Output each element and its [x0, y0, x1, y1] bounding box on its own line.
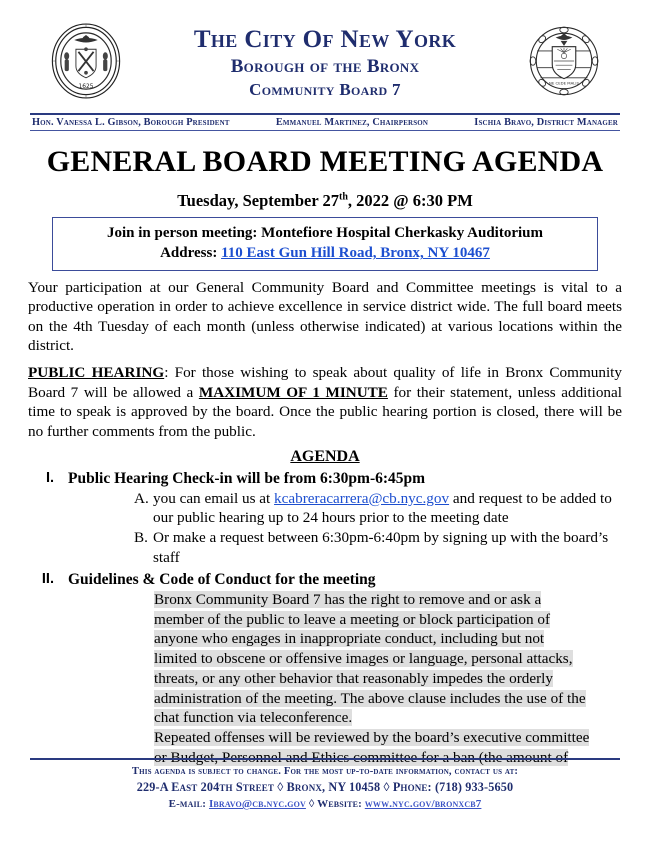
public-hearing-text-part1: : For those wishing to speak about quality of life in Bronx Community Board 7 will be allowed a [28, 363, 622, 401]
footer-address: 229-A East 204th Street ◊ Bronx, NY 10458 ◊ Phone: (718) 933-5650 [136, 780, 514, 795]
officer-chairperson: Emmanuel Martinez, Chairperson [275, 117, 429, 128]
svg-text:NE CEDE MALIS: NE CEDE MALIS [548, 80, 580, 86]
conduct-line [154, 708, 622, 728]
officer-borough-president: Hon. Vanessa L. Gibson, Borough President [32, 117, 230, 128]
meeting-date-prefix: Tuesday, September 27 [177, 191, 340, 210]
conduct-line-text: Repeated offenses will be reviewed by the board’s executive committee [154, 729, 590, 747]
conduct-line [154, 629, 622, 649]
conduct-line-text: limited to obscene or offensive images or language, personal attacks, [154, 650, 573, 668]
letterhead-line-borough: Borough of the Bronx [230, 55, 420, 77]
meeting-datetime [28, 191, 622, 211]
agenda-item-1-sub-b-text: Or make a request between 6:30pm-6:40pm by signing up with the board’s staff [153, 529, 609, 566]
svg-text:1625: 1625 [78, 83, 94, 90]
venue-address-line [59, 243, 591, 263]
footer-rule [30, 758, 620, 760]
conduct-line [154, 590, 622, 610]
footer-email-label: E-mail: [168, 798, 209, 811]
footer-notice: This agenda is subject to change. For the most up-to-date information, contact us at: [131, 766, 519, 778]
agenda-outline [28, 469, 622, 768]
footer-website-link[interactable]: www.nyc.gov/bronxcb7 [364, 798, 482, 811]
venue-address-link[interactable]: 110 East Gun Hill Road, Bronx, NY 10467 [221, 245, 490, 262]
conduct-line-text: chat function via teleconference. [154, 709, 353, 727]
agenda-item-1-title: Public Hearing Check-in will be from 6:30pm-6:45pm [68, 469, 426, 487]
conduct-line [154, 610, 622, 630]
agenda-item-1-sub-b [28, 528, 622, 568]
agenda-item-1-sub-a-text [153, 489, 622, 529]
letterhead-line-board: Community Board 7 [249, 79, 401, 99]
document-body [0, 145, 650, 768]
meeting-date-suffix: , 2022 @ 6:30 PM [347, 191, 473, 210]
venue-address-label: Address: [160, 245, 222, 262]
officers-bar [32, 117, 618, 128]
officer-district-manager: Ischia Bravo, District Manager [474, 117, 618, 128]
footer-email-link[interactable]: Ibravo@cb.nyc.gov [208, 798, 306, 811]
conduct-line-text: threats, or any other behavior that reasonably impedes the orderly [154, 669, 553, 687]
agenda-heading: AGENDA [290, 448, 360, 466]
intro-paragraph: Your participation at our General Community Board and Committee meetings is vital to a productive operation in order to achieve excellence in service district wide. The full board meets on the 4th Tuesday of each month (unless otherwise indicated) at various locations within the district. [28, 278, 622, 355]
letterhead [0, 0, 650, 112]
public-hearing-paragraph [28, 363, 622, 441]
conduct-line [154, 649, 622, 669]
public-hearing-heading: PUBLIC HEARING [28, 363, 165, 381]
letterhead-line-city: The City Of New York [193, 26, 457, 54]
footer-separator: ◊ [305, 798, 318, 811]
conduct-line [154, 669, 622, 689]
conduct-line [154, 728, 622, 748]
contact-email-link[interactable]: kcabreracarrera@cb.nyc.gov [274, 489, 450, 507]
page-title: GENERAL BOARD MEETING AGENDA [46, 145, 604, 178]
agenda-item-1-sub-a-marker: A. [134, 489, 149, 507]
agenda-item-2 [28, 570, 622, 590]
letterhead-rule-bottom [30, 130, 620, 131]
conduct-highlighted-block [28, 590, 622, 768]
conduct-line-text: member of the public to leave a meeting or block participation of [154, 610, 551, 628]
letterhead-titles [128, 21, 522, 100]
conduct-line-text: or Budget, Personnel and Ethics committee for a ban (the amount of [154, 748, 569, 766]
agenda-item-1-marker: I. [45, 469, 54, 486]
meeting-date-ordinal: th [339, 191, 348, 203]
footer-contacts [0, 797, 650, 813]
public-hearing-text-part2: for their statement, unless additional time to speak is approved by the board. Once the public hearing portion is closed, there will be no further comments from the public. [28, 383, 622, 440]
footer-website-label: Website: [317, 798, 365, 811]
conduct-line-text: administration of the meeting. The above clause includes the use of the [154, 689, 586, 707]
sub-a-post-text: and request to be added to our public hearing up to 24 hours prior to the meeting date [153, 489, 612, 527]
conduct-line-text: Bronx Community Board 7 has the right to remove and or ask a [154, 590, 542, 608]
nyc-city-seal-icon [44, 15, 128, 107]
agenda-item-1-sub-a [28, 489, 622, 529]
agenda-item-1-sub-b-marker: B. [134, 529, 148, 547]
page-footer [0, 758, 650, 813]
agenda-item-1 [28, 469, 622, 489]
venue-meeting-line: Join in person meeting: Montefiore Hospital Cherkasky Auditorium [107, 225, 543, 241]
letterhead-rule-top [30, 113, 620, 115]
venue-box [52, 217, 598, 271]
agenda-item-2-title: Guidelines & Code of Conduct for the meeting [68, 570, 376, 588]
conduct-line-text: anyone who engages in inappropriate conduct, including but not [154, 630, 545, 648]
sub-a-pre-text: you can email us at [153, 489, 275, 507]
bronx-borough-seal-icon [522, 15, 606, 107]
conduct-line [154, 689, 622, 709]
agenda-item-2-marker: II. [41, 570, 54, 587]
public-hearing-emphasis: MAXIMUM OF 1 MINUTE [198, 383, 388, 401]
